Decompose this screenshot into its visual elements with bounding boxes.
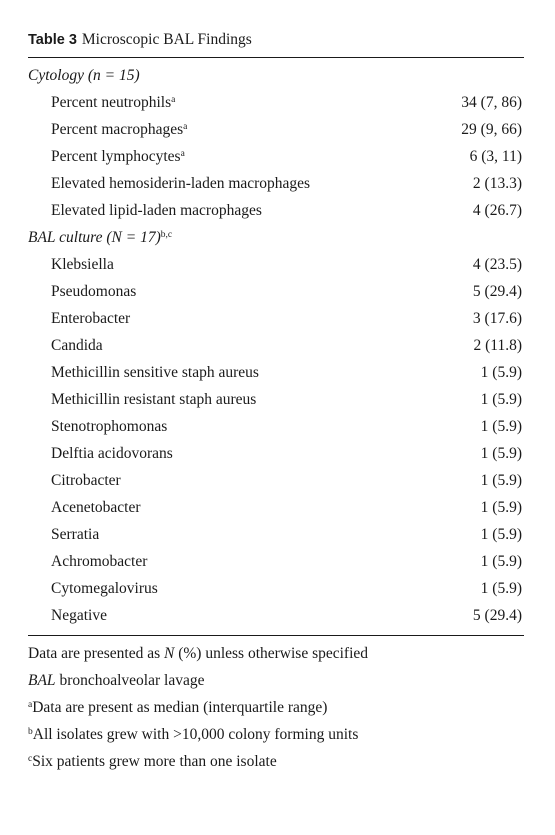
row-label <box>28 254 114 276</box>
row-label-text: Methicillin sensitive staph aureus <box>51 363 259 381</box>
row-value: 1 (5.9) <box>480 498 522 516</box>
data-presentation-note: Data are presented as N (%) unless otherwise specified <box>28 644 369 662</box>
row-label <box>28 92 175 114</box>
abbreviation-term: BAL <box>28 671 56 689</box>
footnote-b <box>28 721 524 748</box>
row-label-text: Acenetobacter <box>51 498 141 516</box>
row-label-text: Percent macrophages <box>51 120 184 138</box>
row-value: 5 (29.4) <box>472 606 522 624</box>
row-footnote-mark: a <box>180 148 185 159</box>
row-label <box>28 173 310 195</box>
footnote-a <box>28 694 524 721</box>
row-label-text: Delftia acidovorans <box>51 444 173 462</box>
row-label <box>28 524 99 546</box>
row-value: 2 (13.3) <box>472 174 522 192</box>
row-label-text: Klebsiella <box>51 255 114 273</box>
table-row <box>28 332 524 359</box>
section-title-prefix: Cytology ( <box>28 66 93 84</box>
row-value: 3 (17.6) <box>472 309 522 327</box>
row-label-text: Candida <box>51 336 103 354</box>
table-row <box>28 170 524 197</box>
table-row <box>28 305 524 332</box>
table-row <box>28 386 524 413</box>
table-title: Microscopic BAL Findings <box>81 31 252 48</box>
table-row <box>28 89 524 116</box>
footnote-text: All isolates grew with >10,000 colony forming units <box>32 725 359 743</box>
table-number: Table 3 <box>28 32 77 48</box>
table-row <box>28 467 524 494</box>
section-header-row <box>28 62 524 89</box>
footnote-mark: c <box>28 753 33 764</box>
row-label <box>28 281 136 303</box>
row-value: 1 (5.9) <box>480 525 522 543</box>
row-label-text: Pseudomonas <box>51 282 137 300</box>
row-value: 1 (5.9) <box>480 417 522 435</box>
row-value: 6 (3, 11) <box>469 147 522 165</box>
footnote-mark: b <box>28 726 33 737</box>
row-label-text: Achromobacter <box>51 552 148 570</box>
row-value: 5 (29.4) <box>472 282 522 300</box>
row-label-text: Methicillin resistant staph aureus <box>51 390 257 408</box>
row-footnote-mark: a <box>183 121 188 132</box>
row-label <box>28 551 147 573</box>
row-label-text: Elevated hemosiderin-laden macrophages <box>51 174 311 192</box>
footnote-text: Data are present as median (interquartile range) <box>32 698 328 716</box>
row-label <box>28 605 107 627</box>
row-label-text: Percent neutrophils <box>51 93 172 111</box>
row-value: 29 (9, 66) <box>461 120 522 138</box>
table-row <box>28 575 524 602</box>
section-header-row <box>28 224 524 251</box>
row-label <box>28 416 167 438</box>
row-label-text: Elevated lipid-laden macrophages <box>51 201 262 219</box>
section-title-variable: N <box>111 228 122 246</box>
footnote-list <box>28 694 524 775</box>
footnote-c <box>28 748 524 775</box>
footnote-mark: a <box>28 699 33 710</box>
row-label-text: Enterobacter <box>51 309 131 327</box>
row-label <box>28 497 141 519</box>
section-title-footnote-mark: b,c <box>160 229 173 240</box>
table-page <box>28 29 524 775</box>
table-row <box>28 143 524 170</box>
row-label <box>28 335 103 357</box>
row-label <box>28 389 256 411</box>
row-label <box>28 200 262 222</box>
row-label <box>28 146 185 168</box>
abbreviation-text: bronchoalveolar lavage <box>55 671 205 689</box>
table-row <box>28 251 524 278</box>
row-value: 4 (26.7) <box>472 201 522 219</box>
row-footnote-mark: a <box>171 94 176 105</box>
table-row <box>28 359 524 386</box>
row-label <box>28 119 187 141</box>
row-label-text: Stenotrophomonas <box>51 417 168 435</box>
section-title-variable: n <box>93 66 101 84</box>
row-value: 34 (7, 86) <box>461 93 522 111</box>
row-value: 1 (5.9) <box>480 390 522 408</box>
row-value: 4 (23.5) <box>472 255 522 273</box>
row-label <box>28 362 259 384</box>
table-caption <box>28 29 524 51</box>
row-value: 1 (5.9) <box>480 363 522 381</box>
footnote-text: Six patients grew more than one isolate <box>32 752 277 770</box>
row-value: 1 (5.9) <box>480 579 522 597</box>
row-value: 1 (5.9) <box>480 471 522 489</box>
row-label <box>28 470 121 492</box>
row-label-text: Percent lymphocytes <box>51 147 181 165</box>
table-row <box>28 197 524 224</box>
data-note-variable: N <box>163 644 175 662</box>
table-footnotes <box>28 636 524 775</box>
table-row <box>28 602 524 629</box>
row-label <box>28 578 158 600</box>
table-body <box>28 58 524 635</box>
row-value: 1 (5.9) <box>480 444 522 462</box>
section-title-prefix: BAL culture ( <box>28 228 112 246</box>
row-value: 2 (11.8) <box>473 336 522 354</box>
abbreviation-note <box>28 667 524 694</box>
section-title-suffix: = 15) <box>100 66 140 84</box>
row-label-text: Citrobacter <box>51 471 121 489</box>
row-label <box>28 443 173 465</box>
row-label-text: Negative <box>51 606 107 624</box>
section-title <box>28 65 140 87</box>
table-row <box>28 440 524 467</box>
row-label-text: Serratia <box>51 525 100 543</box>
row-value: 1 (5.9) <box>480 552 522 570</box>
row-label-text: Cytomegalovirus <box>51 579 158 597</box>
table-row <box>28 548 524 575</box>
table-row <box>28 116 524 143</box>
table-row <box>28 278 524 305</box>
row-label <box>28 308 130 330</box>
section-title <box>28 227 172 249</box>
section-title-suffix: = 17) <box>121 228 161 246</box>
table-row <box>28 494 524 521</box>
table-row <box>28 413 524 440</box>
table-row <box>28 521 524 548</box>
